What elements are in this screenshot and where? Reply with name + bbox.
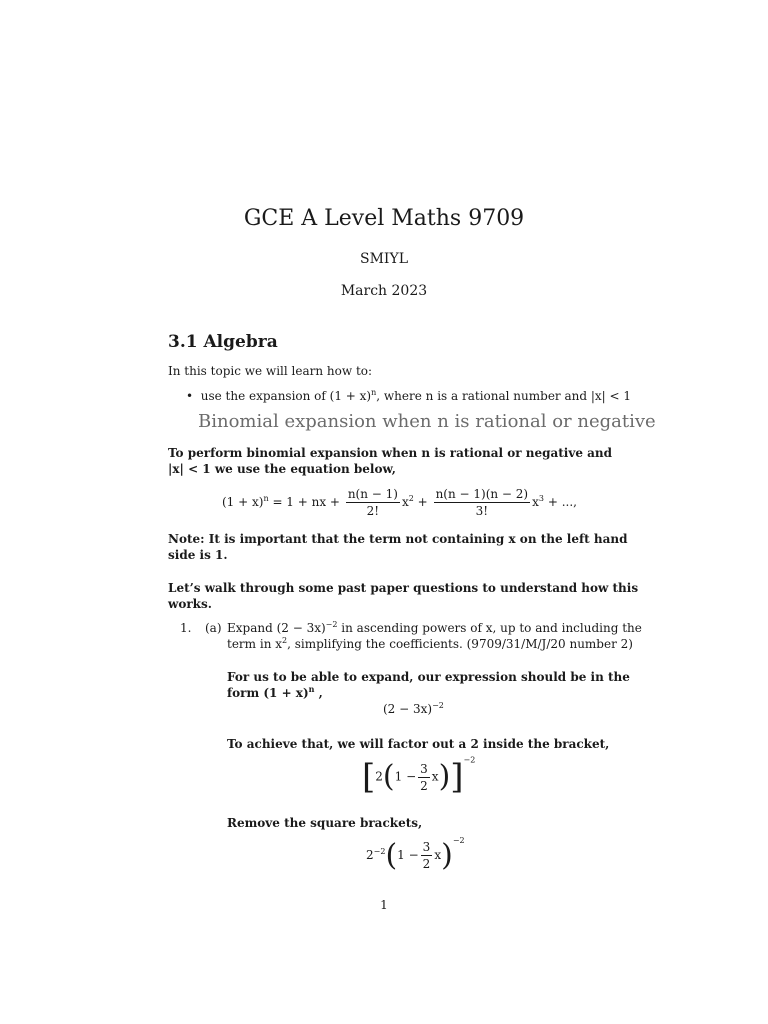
bullet-exp: n bbox=[371, 388, 377, 397]
eq-lhs: (1 + x) bbox=[222, 495, 264, 509]
step2-fraction bbox=[418, 762, 430, 793]
step1-line1: For us to be able to expand, our expression should be in the bbox=[227, 670, 630, 684]
walk-line1: Let’s walk through some past paper questions to understand how this bbox=[168, 581, 639, 595]
note-line1: Note: It is important that the term not containing x on the left hand bbox=[168, 532, 628, 546]
step1-expr-exp: −2 bbox=[432, 701, 444, 710]
step3-num: 3 bbox=[422, 840, 431, 854]
date: March 2023 bbox=[340, 283, 428, 299]
binomial-equation bbox=[222, 487, 577, 518]
step2-one-minus: 1 − bbox=[394, 769, 417, 784]
step3-den: 2 bbox=[422, 857, 431, 871]
step2-num: 3 bbox=[420, 761, 428, 776]
q-line2-pre: term in x bbox=[227, 637, 283, 651]
question-part: (a) bbox=[205, 621, 222, 635]
bullet-text-post: , where n is a rational number and |x| < 1 bbox=[376, 389, 632, 403]
question-line1 bbox=[227, 621, 642, 635]
step1-expression bbox=[383, 702, 444, 716]
step3-fraction bbox=[421, 840, 433, 871]
eq-lhs-exp: n bbox=[263, 494, 269, 503]
intro-text: In this topic we will learn how to: bbox=[168, 364, 373, 378]
step2-text: To achieve that, we will factor out a 2 inside the bracket, bbox=[227, 737, 610, 751]
q-line1-exp: −2 bbox=[325, 620, 338, 629]
step1-line2-pre: form (1 + x) bbox=[227, 686, 309, 700]
step2-coef: 2 bbox=[375, 769, 383, 784]
step1-line2 bbox=[227, 686, 323, 700]
eq-x2-exp: 2 bbox=[408, 494, 414, 503]
author: SMIYL bbox=[360, 251, 408, 267]
right-paren: ) bbox=[441, 837, 453, 873]
right-paren: ) bbox=[438, 759, 451, 794]
right-square-bracket: ] bbox=[450, 757, 464, 797]
step1-expr: (2 − 3x) bbox=[383, 702, 433, 716]
para1-line2: |x| < 1 we use the equation below, bbox=[168, 462, 396, 476]
eq-plus: + bbox=[417, 495, 428, 509]
eq-tail: + ..., bbox=[547, 495, 577, 509]
q-line1-post: in ascending powers of x, up to and including the bbox=[337, 621, 642, 635]
question-number: 1. bbox=[180, 621, 192, 635]
eq-fraction-2 bbox=[434, 487, 531, 518]
question-line2 bbox=[227, 637, 633, 651]
step2-den: 2 bbox=[420, 778, 428, 793]
step2-x: x bbox=[431, 769, 439, 784]
walk-line2: works. bbox=[168, 597, 212, 611]
step1-line2-post: , bbox=[314, 686, 323, 700]
q-line2-post: , simplifying the coefficients. (9709/31/M/J/20 number 2) bbox=[287, 637, 633, 651]
eq-f2-num: n(n − 1)(n − 2) bbox=[435, 487, 529, 501]
para1-line1: To perform binomial expansion when n is rational or negative and bbox=[168, 446, 613, 460]
section-heading: 3.1 Algebra bbox=[168, 332, 278, 352]
step3-expression bbox=[366, 836, 465, 873]
q-line2-exp: 2 bbox=[282, 636, 288, 645]
document-title: GCE A Level Maths 9709 bbox=[243, 206, 525, 231]
step3-x: x bbox=[434, 848, 442, 862]
eq-fraction-1 bbox=[346, 487, 400, 518]
eq-x3: x bbox=[532, 495, 539, 509]
subheading: Binomial expansion when n is rational or negative bbox=[198, 411, 656, 432]
note-line2: side is 1. bbox=[168, 548, 228, 562]
step3-exp: −2 bbox=[452, 836, 465, 845]
eq-terms: = 1 + nx + bbox=[272, 495, 340, 509]
eq-f2-den: 3! bbox=[475, 504, 489, 518]
left-paren: ( bbox=[385, 837, 398, 873]
step3-base: 2 bbox=[366, 848, 374, 862]
left-paren: ( bbox=[382, 759, 395, 794]
step1-line2-exp: n bbox=[308, 684, 315, 694]
step3-text: Remove the square brackets, bbox=[227, 816, 423, 830]
bullet-item bbox=[186, 389, 631, 403]
eq-x2: x bbox=[401, 495, 409, 509]
eq-x3-exp: 3 bbox=[538, 494, 544, 503]
bullet-icon: • bbox=[186, 389, 194, 403]
step3-one-minus: 1 − bbox=[397, 848, 419, 862]
page-number: 1 bbox=[380, 898, 388, 912]
eq-f1-num: n(n − 1) bbox=[347, 487, 398, 501]
step2-expression bbox=[362, 755, 476, 797]
eq-f1-den: 2! bbox=[366, 504, 380, 518]
step2-exp: −2 bbox=[463, 755, 476, 765]
bullet-text-pre: use the expansion of (1 + x) bbox=[200, 389, 372, 403]
left-square-bracket: [ bbox=[362, 757, 376, 797]
q-line1-pre: Expand (2 − 3x) bbox=[227, 621, 326, 635]
step3-base-exp: −2 bbox=[373, 847, 386, 856]
